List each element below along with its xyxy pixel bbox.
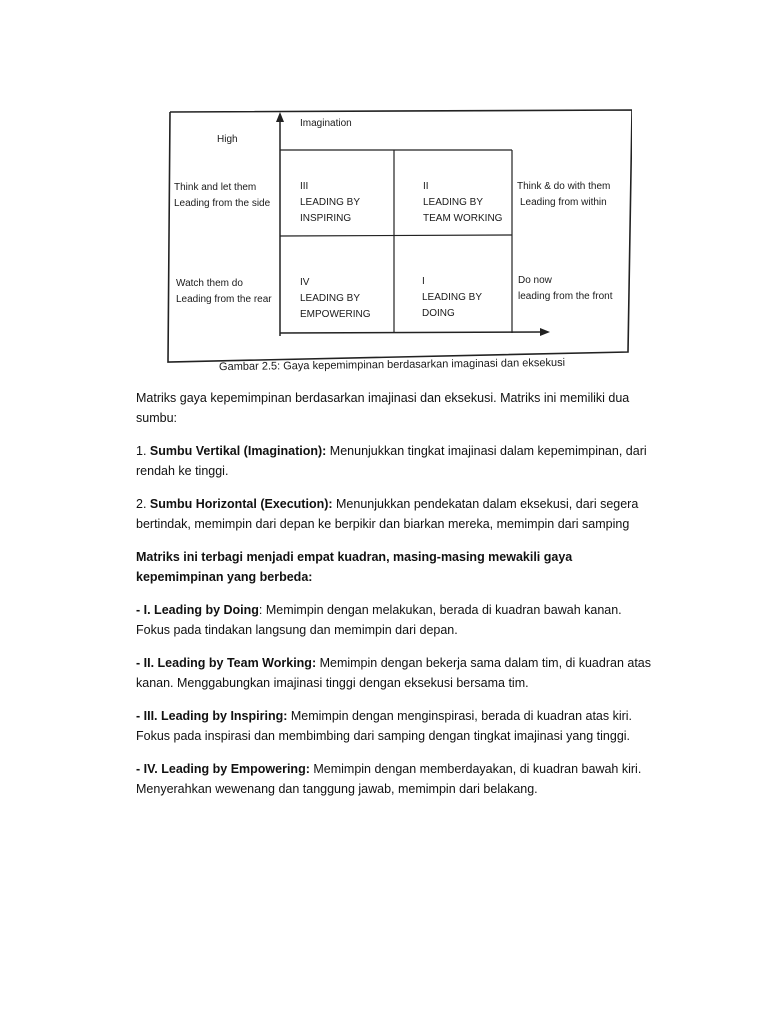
intro-paragraph: Matriks gaya kepemimpinan berdasarkan imajinasi dan eksekusi. Matriks ini memiliki dua sumbu: <box>136 391 630 425</box>
leadership-matrix-figure <box>160 104 632 380</box>
left-top-label: Think and let them Leading from the side <box>174 182 271 209</box>
left-bottom-label: Watch them do Leading from the rear <box>176 278 272 305</box>
high-label: High <box>217 134 238 145</box>
quadrant-iii: III LEADING BY INSPIRING <box>300 181 361 224</box>
quadrant-iv: IV LEADING BY EMPOWERING <box>300 277 371 320</box>
grid-middle <box>280 235 512 236</box>
quadrant-i: I LEADING BY DOING <box>422 276 483 319</box>
summary-paragraph: Matriks ini terbagi menjadi empat kuadran, masing-masing mewakili gaya kepemimpinan yang berbeda: <box>136 550 573 584</box>
item-leading-by-team-working: - II. Leading by Team Working: Memimpin dengan bekerja sama dalam tim, di kuadran atas kanan. Menggabungkan imajinasi tinggi dengan eksekusi bersama tim. <box>136 656 651 690</box>
right-bottom-label: Do now leading from the front <box>518 275 613 302</box>
horizontal-axis <box>280 332 542 333</box>
document-body <box>136 388 656 812</box>
horizontal-axis-arrow <box>540 328 550 336</box>
right-top-label: Think & do with them Leading from within <box>517 181 611 208</box>
item-leading-by-inspiring: - III. Leading by Inspiring: Memimpin dengan menginspirasi, berada di kuadran atas kiri. Fokus pada inspirasi dan membimbing dari samping dengan tingkat imajinasi yang tinggi. <box>136 709 633 743</box>
figure-caption: Gambar 2.5: Gaya kepemimpinan berdasarkan imaginasi dan eksekusi <box>218 356 566 374</box>
quadrant-ii: II LEADING BY TEAM WORKING <box>423 181 503 224</box>
axis-horizontal-paragraph: 2. Sumbu Horizontal (Execution): Menunjukkan pendekatan dalam eksekusi, dari segera bertindak, memimpin dari depan ke berpikir dan biarkan mereka, memimpin dari samping <box>136 497 639 531</box>
axis-label-imagination: Imagination <box>300 118 352 129</box>
axis-vertical-paragraph: 1. Sumbu Vertikal (Imagination): Menunjukkan tingkat imajinasi dalam kepemimpinan, dari rendah ke tinggi. <box>136 444 647 478</box>
item-leading-by-doing: - I. Leading by Doing: Memimpin dengan melakukan, berada di kuadran bawah kanan. Fokus pada tindakan langsung dan memimpin dari depan. <box>136 603 622 637</box>
item-leading-by-empowering: - IV. Leading by Empowering: Memimpin dengan memberdayakan, di kuadran bawah kiri. Menyerahkan wewenang dan tanggung jawab, memimpin dari belakang. <box>136 762 642 796</box>
vertical-axis-arrow <box>276 112 284 122</box>
